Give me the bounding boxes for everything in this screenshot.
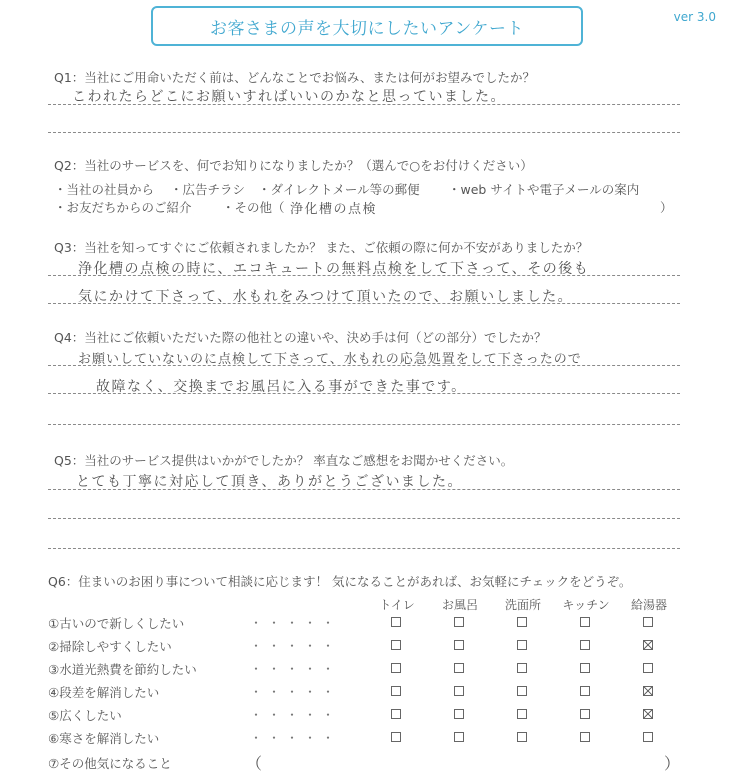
leader-dots: ・・・・・ (250, 616, 341, 630)
checkbox-洗面所[interactable] (517, 640, 527, 650)
checklist-row-label: ⑥寒さを解消したい (48, 731, 160, 746)
q6-other-open-paren: （ (246, 754, 263, 773)
checkbox-洗面所[interactable] (517, 686, 527, 696)
checkbox-キッチン[interactable] (580, 732, 590, 742)
checkbox-お風呂[interactable] (454, 640, 464, 650)
checkbox-キッチン[interactable] (580, 709, 590, 719)
checkbox-トイレ[interactable] (391, 686, 401, 696)
checklist-row-label: ④段差を解消したい (48, 685, 160, 700)
q2-option-friend: ・お友だちからのご紹介 (54, 200, 192, 215)
q6-other-label: ⑦その他気になること (48, 756, 172, 771)
checkbox-キッチン[interactable] (580, 617, 590, 627)
checkbox-お風呂[interactable] (454, 709, 464, 719)
checkbox-トイレ[interactable] (391, 732, 401, 742)
q2-option-web: ・web サイトや電子メールの案内 (448, 182, 640, 197)
answer-line (48, 393, 680, 394)
leader-dots: ・・・・・ (250, 662, 341, 676)
answer-line (48, 365, 680, 366)
survey-title-text: お客さまの声を大切にしたいアンケート (210, 18, 524, 39)
checkbox-お風呂[interactable] (454, 663, 464, 673)
column-washroom: 洗面所 (504, 598, 541, 612)
q1-question: Q1：当社にご用命いただく前は、どんなことでお悩み、または何がお望みでしたか？ (54, 70, 536, 85)
checkbox-洗面所[interactable] (517, 617, 527, 627)
column-toilet: トイレ (379, 598, 415, 612)
q3-question: Q3：当社を知ってすぐにご依頼されましたか？ また、ご依頼の際に何か不安がありましたか？ (54, 240, 589, 255)
column-bath: お風呂 (441, 598, 478, 612)
answer-line (48, 548, 680, 549)
q4-answer-line-1: お願いしていないのに点検して下さって、水もれの応急処置をして下さったので (78, 352, 582, 367)
leader-dots: ・・・・・ (250, 685, 341, 699)
q2-option-other: ・その他（ (222, 200, 285, 215)
answer-line (48, 303, 680, 304)
checklist-row-label: ③水道光熱費を節約したい (48, 662, 197, 677)
checkbox-給湯器[interactable] (643, 640, 653, 650)
q2-other-close-paren: ） (660, 200, 673, 215)
checklist-row-label: ⑤広くしたい (48, 708, 122, 723)
checkbox-トイレ[interactable] (391, 709, 401, 719)
checklist-row-label: ①古いので新しくしたい (48, 616, 185, 631)
checkbox-洗面所[interactable] (517, 663, 527, 673)
checkbox-給湯器[interactable] (643, 663, 653, 673)
checkbox-給湯器[interactable] (643, 686, 653, 696)
leader-dots: ・・・・・ (250, 708, 341, 722)
q2-option-direct-mail: ・ダイレクトメール等の郵便 (258, 182, 420, 197)
q6-question: Q6：住まいのお困り事について相談に応じます！ 気になることがあれば、お気軽にチェックをどうぞ。 (48, 574, 632, 589)
answer-line (48, 275, 680, 276)
column-water-heater: 給湯器 (630, 598, 667, 612)
q2-question: Q2：当社のサービスを、何でお知りになりましたか？（選んで○をお付けください） (54, 158, 533, 173)
checkbox-トイレ[interactable] (391, 663, 401, 673)
checkbox-給湯器[interactable] (643, 732, 653, 742)
answer-line (48, 489, 680, 490)
checkbox-お風呂[interactable] (454, 686, 464, 696)
q2-option-staff: ・当社の社員から (54, 182, 155, 197)
checkbox-お風呂[interactable] (454, 617, 464, 627)
q2-option-flyer: ・広告チラシ (170, 182, 246, 197)
q3-answer-line-1: 浄化槽の点検の時に、エコキュートの無料点検をして下さって、その後も (78, 261, 590, 277)
q5-answer-line-1: とても丁寧に対応して頂き、ありがとうございました。 (76, 474, 463, 490)
checkbox-トイレ[interactable] (391, 617, 401, 627)
version-label: ver 3.0 (673, 10, 716, 24)
checkbox-キッチン[interactable] (580, 686, 590, 696)
q6-other-close-paren: ） (664, 754, 681, 773)
q1-answer-line-1: こわれたらどこにお願いすればいいのかなと思っていました。 (72, 89, 506, 105)
checkbox-給湯器[interactable] (643, 709, 653, 719)
checkbox-お風呂[interactable] (454, 732, 464, 742)
answer-line (48, 104, 680, 105)
checkbox-洗面所[interactable] (517, 732, 527, 742)
checkbox-トイレ[interactable] (391, 640, 401, 650)
leader-dots: ・・・・・ (250, 731, 341, 745)
checkbox-キッチン[interactable] (580, 663, 590, 673)
answer-line (48, 518, 680, 519)
checkbox-洗面所[interactable] (517, 709, 527, 719)
answer-line (48, 132, 680, 133)
leader-dots: ・・・・・ (250, 639, 341, 653)
checkbox-給湯器[interactable] (643, 617, 653, 627)
answer-line (48, 424, 680, 425)
checkbox-キッチン[interactable] (580, 640, 590, 650)
q2-other-answer: 浄化槽の点検 (290, 202, 378, 217)
q4-question: Q4：当社にご依頼いただいた際の他社との違いや、決め手は何（どの部分）でしたか？ (54, 330, 547, 345)
column-kitchen: キッチン (562, 598, 610, 612)
q5-question: Q5：当社のサービス提供はいかがでしたか？ 率直なご感想をお聞かせください。 (54, 453, 514, 468)
q4-answer-line-2: 故障なく、交換までお風呂に入る事ができた事です。 (96, 379, 467, 395)
checklist-row-label: ②掃除しやすくしたい (48, 639, 172, 654)
q3-answer-line-2: 気にかけて下さって、水もれをみつけて頂いたので、お願いしました。 (78, 289, 574, 305)
survey-title (151, 6, 583, 46)
